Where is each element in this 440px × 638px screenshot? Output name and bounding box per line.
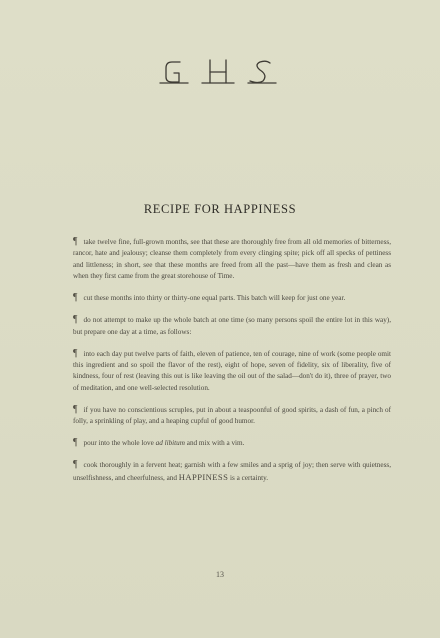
paragraph	[73, 459, 391, 484]
paragraph-text: do not attempt to make up the whole batch at one time (so many persons spoil the entire lot in this way), but prepare one day at a time, as follows:	[73, 316, 391, 336]
emphasis-word: HAPPINESS	[178, 471, 229, 482]
pilcrow-icon: ¶	[73, 459, 78, 471]
paragraph-text: take twelve fine, full-grown months, see that these are thoroughly free from all old memories of bitterness, rancor, hate and jealousy; cleanse them completely from every clinging spite; pick off all specks of pettiness and littleness; in short, see that these months are freed from all the past—have them as fresh and clean as when they first came from the great storehouse of Time.	[73, 238, 391, 281]
paragraph	[73, 236, 391, 283]
page-number: 13	[216, 570, 224, 579]
paragraph	[73, 437, 391, 449]
paragraph	[73, 292, 391, 304]
paragraph-text: into each day put twelve parts of faith, eleven of patience, ten of courage, nine of work (some people omit this ingredient and so spoil the flavor of the rest), eight of hope, seven of fidelity, six of liberality, five of kindness, four of rest (leaving this out is like leaving the oil out of the salad—don't do it), three of prayer, two of meditation, and one well-selected resolution.	[73, 349, 391, 392]
ghs-monogram-logo	[150, 50, 290, 90]
page-title: RECIPE FOR HAPPINESS	[143, 202, 297, 216]
paragraph	[73, 348, 391, 395]
paragraph-text: pour into the whole love	[83, 439, 156, 448]
paragraph-text: if you have no conscientious scruples, put in about a teaspoonful of good spirits, a dash of fun, a pinch of folly, a sprinkling of play, and a heaping cupful of good humor.	[73, 405, 391, 426]
paragraph	[73, 314, 391, 338]
pilcrow-icon: ¶	[73, 236, 78, 247]
paragraph-text: is a certainty.	[228, 473, 269, 482]
paragraph	[73, 404, 391, 428]
pilcrow-icon: ¶	[73, 314, 78, 326]
pilcrow-icon: ¶	[73, 437, 78, 449]
paragraph-text: cut these months into thirty or thirty-one equal parts. This batch will keep for just one year.	[83, 294, 346, 303]
paragraph-text: cook thoroughly in a fervent heat; garnish with a few smiles and a sprig of joy; then serve with quietness, unselfishness, and cheerfulness, and	[73, 461, 391, 482]
paragraph-text: and mix with a vim.	[184, 439, 245, 448]
pilcrow-icon: ¶	[73, 292, 78, 304]
pilcrow-icon: ¶	[73, 347, 78, 359]
italic-phrase: ad libitum	[155, 439, 185, 448]
pilcrow-icon: ¶	[73, 403, 78, 415]
recipe-body	[73, 236, 391, 494]
